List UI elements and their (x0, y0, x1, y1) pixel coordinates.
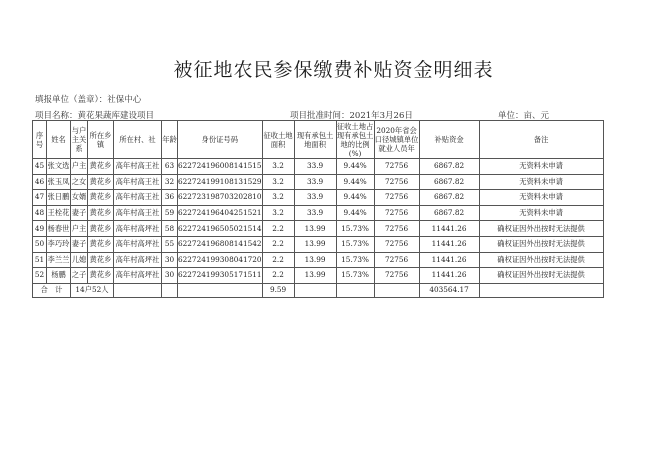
cell-name: 张文选 (47, 159, 71, 175)
cell-contract: 33.9 (294, 190, 336, 206)
cell-ratio: 15.73% (336, 221, 374, 237)
cell-empty (178, 283, 263, 297)
cell-age: 30 (162, 252, 178, 268)
cell-township: 黄花乡 (88, 174, 114, 190)
cell-note: 无资料未申请 (479, 190, 603, 206)
cell-income: 72756 (374, 236, 419, 252)
cell-relation: 户主 (71, 221, 88, 237)
cell-name: 张玉凤 (47, 174, 71, 190)
approval-date: 项目批准时间：2021年3月26日 (290, 111, 413, 121)
cell-empty (336, 283, 374, 297)
header-ratio: 征收土地占现有承包土地的比例(%) (336, 121, 374, 158)
cell-contract: 13.99 (294, 252, 336, 268)
table-row (33, 252, 604, 268)
cell-subsidy: 11441.26 (419, 236, 479, 252)
cell-name: 李巧玲 (47, 236, 71, 252)
cell-id: 622724199108131529 (178, 174, 263, 190)
cell-subsidy: 6867.82 (419, 174, 479, 190)
cell-age: 59 (162, 205, 178, 221)
header-income: 2020年省会口径城镇单位就业人员年 (374, 121, 419, 159)
cell-income: 72756 (374, 159, 419, 175)
cell-ratio: 15.73% (336, 252, 374, 268)
cell-age: 58 (162, 221, 178, 237)
cell-subsidy: 6867.82 (419, 205, 479, 221)
cell-note: 无资料未申请 (479, 205, 603, 221)
cell-id: 622724199308041720 (178, 252, 263, 268)
cell-township: 黄花乡 (88, 252, 114, 268)
fill-unit: 填报单位（盖章）：社保中心 (35, 95, 142, 105)
project-name: 项目名称：黄花果蔬库建设项目 (35, 111, 155, 121)
cell-village: 高年村高坪社 (114, 268, 162, 284)
cell-age: 36 (162, 190, 178, 206)
header-name: 姓名 (47, 121, 71, 159)
cell-seq: 46 (33, 174, 47, 190)
cell-township: 黄花乡 (88, 190, 114, 206)
cell-seq: 45 (33, 159, 47, 175)
table-row (33, 190, 604, 206)
cell-income: 72756 (374, 190, 419, 206)
table-row (33, 159, 604, 175)
cell-note: 无资料未申请 (479, 159, 603, 175)
cell-name: 杨春世 (47, 221, 71, 237)
cell-empty (294, 283, 336, 297)
header-seq: 序号 (33, 121, 47, 159)
cell-id: 622724196404251521 (178, 205, 263, 221)
cell-seq: 47 (33, 190, 47, 206)
header-id: 身份证号码 (178, 121, 263, 159)
cell-name: 张日鹏 (47, 190, 71, 206)
cell-relation: 之女 (71, 174, 88, 190)
cell-seq: 49 (33, 221, 47, 237)
cell-area: 2.2 (262, 236, 294, 252)
header-age: 年龄 (162, 121, 178, 159)
cell-note: 确权证因外出按时无法提供 (479, 236, 603, 252)
cell-village: 高年村高坪社 (114, 221, 162, 237)
cell-relation: 女婿 (71, 190, 88, 206)
cell-contract: 33.9 (294, 159, 336, 175)
table-row (33, 221, 604, 237)
cell-seq: 50 (33, 236, 47, 252)
cell-village: 高年村高坪社 (114, 236, 162, 252)
cell-ratio: 9.44% (336, 159, 374, 175)
cell-id: 622724199305171511 (178, 268, 263, 284)
cell-contract: 33.9 (294, 205, 336, 221)
cell-income: 72756 (374, 205, 419, 221)
cell-note: 无资料未申请 (479, 174, 603, 190)
cell-village: 高年村高坪社 (114, 252, 162, 268)
cell-seq: 51 (33, 252, 47, 268)
cell-village: 高年村高王社 (114, 159, 162, 175)
cell-relation: 之子 (71, 268, 88, 284)
cell-note: 确权证因外出按时无法提供 (479, 252, 603, 268)
cell-village: 高年村高王社 (114, 205, 162, 221)
cell-township: 黄花乡 (88, 268, 114, 284)
cell-township: 黄花乡 (88, 236, 114, 252)
cell-township: 黄花乡 (88, 221, 114, 237)
cell-ratio: 9.44% (336, 174, 374, 190)
cell-empty (479, 283, 603, 297)
cell-ratio: 9.44% (336, 190, 374, 206)
cell-id: 622724196008141515 (178, 159, 263, 175)
cell-age: 32 (162, 174, 178, 190)
cell-subsidy: 11441.26 (419, 268, 479, 284)
table-row (33, 174, 604, 190)
header-subsidy: 补贴资金 (419, 121, 479, 159)
cell-name: 王栓花 (47, 205, 71, 221)
cell-id: 622724196505021514 (178, 221, 263, 237)
cell-ratio: 15.73% (336, 236, 374, 252)
cell-relation: 儿媳 (71, 252, 88, 268)
header-area: 征收土地面积 (262, 121, 294, 159)
total-area: 9.59 (262, 283, 294, 297)
cell-area: 2.2 (262, 252, 294, 268)
cell-empty (114, 283, 162, 297)
cell-note: 确权证因外出按时无法提供 (479, 221, 603, 237)
cell-id: 622723198703202810 (178, 190, 263, 206)
cell-area: 3.2 (262, 174, 294, 190)
header-row (33, 121, 604, 159)
cell-contract: 13.99 (294, 221, 336, 237)
header-village: 所在村、社 (114, 121, 162, 159)
cell-seq: 48 (33, 205, 47, 221)
cell-area: 3.2 (262, 159, 294, 175)
cell-id: 622724196808141542 (178, 236, 263, 252)
cell-age: 63 (162, 159, 178, 175)
cell-income: 72756 (374, 221, 419, 237)
table-row (33, 205, 604, 221)
subsidy-table (32, 120, 604, 298)
total-count: 14户52人 (71, 283, 114, 297)
cell-subsidy: 6867.82 (419, 159, 479, 175)
cell-contract: 33.9 (294, 174, 336, 190)
cell-age: 55 (162, 236, 178, 252)
cell-contract: 13.99 (294, 268, 336, 284)
table-row (33, 236, 604, 252)
cell-area: 2.2 (262, 268, 294, 284)
header-township: 所在乡镇 (88, 121, 114, 159)
cell-subsidy: 11441.26 (419, 252, 479, 268)
cell-township: 黄花乡 (88, 205, 114, 221)
cell-village: 高年村高王社 (114, 174, 162, 190)
cell-note: 确权证因外出按时无法提供 (479, 268, 603, 284)
cell-relation: 妻子 (71, 205, 88, 221)
cell-income: 72756 (374, 174, 419, 190)
cell-income: 72756 (374, 268, 419, 284)
cell-subsidy: 11441.26 (419, 221, 479, 237)
cell-subsidy: 6867.82 (419, 190, 479, 206)
total-subsidy: 403564.17 (419, 283, 479, 297)
cell-area: 3.2 (262, 190, 294, 206)
cell-area: 2.2 (262, 221, 294, 237)
cell-area: 3.2 (262, 205, 294, 221)
cell-age: 30 (162, 268, 178, 284)
total-label: 合 计 (33, 283, 71, 297)
cell-income: 72756 (374, 252, 419, 268)
table-row (33, 268, 604, 284)
cell-contract: 13.99 (294, 236, 336, 252)
total-row (33, 283, 604, 297)
cell-village: 高年村高王社 (114, 190, 162, 206)
header-contract: 现有承包土地面积 (294, 121, 336, 159)
page-title: 被征地农民参保缴费补贴资金明细表 (173, 59, 494, 81)
cell-name: 李兰兰 (47, 252, 71, 268)
cell-seq: 52 (33, 268, 47, 284)
cell-ratio: 9.44% (336, 205, 374, 221)
header-note: 备注 (479, 121, 603, 159)
cell-empty (374, 283, 419, 297)
cell-ratio: 15.73% (336, 268, 374, 284)
header-relation: 与户主关系 (71, 121, 88, 159)
cell-relation: 户主 (71, 159, 88, 175)
cell-name: 杨鹏 (47, 268, 71, 284)
cell-relation: 妻子 (71, 236, 88, 252)
cell-township: 黄花乡 (88, 159, 114, 175)
units-label: 单位：亩、元 (498, 111, 550, 121)
cell-empty (162, 283, 178, 297)
